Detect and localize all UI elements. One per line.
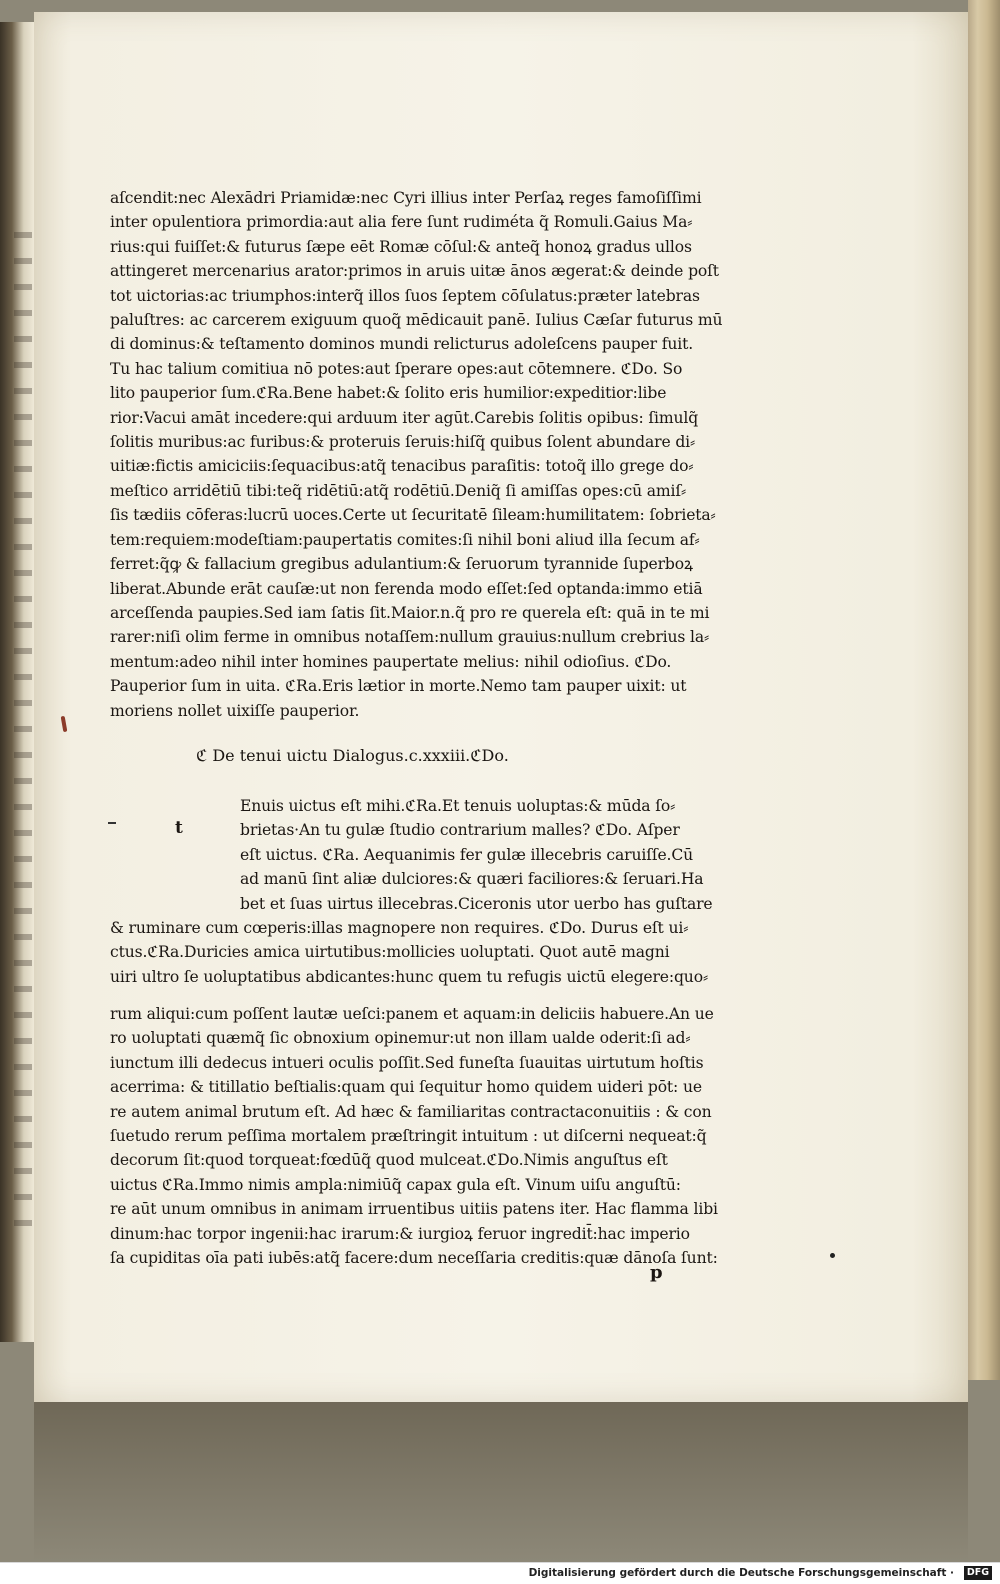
indented-text-line: bet et ſuas uirtus illecebras.Ciceronis utor uerbo has guſtare bbox=[240, 894, 713, 913]
body-text-line: aſcendit:nec Alexādri Priamidæ:nec Cyri illius inter Perſaꝝ reges famoſiſſimi bbox=[110, 189, 702, 207]
page-bottom-shadow bbox=[34, 1402, 968, 1562]
footer-bar bbox=[0, 1562, 1000, 1584]
body-text-line: attingeret mercenarius arator:primos in aruis uitæ ānos ægerat:& deinde poſt bbox=[110, 262, 719, 281]
indented-text-line: Enuis uictus eſt mihi.ℭRa.Et tenuis uoluptas:& mūda ſo⸗ bbox=[240, 797, 676, 815]
signature-mark: p bbox=[650, 1262, 663, 1283]
body-text-line: Tu hac talium comitiua nō potes:aut ſperare opes:aut cōtemnere. ℭDo. So bbox=[110, 359, 683, 378]
body-text-line: di dominus:& teſtamento dominos mundi relicturus adoleſcens pauper fuit. bbox=[110, 335, 694, 354]
body-text-line: inter opulentiora primordia:aut alia fere ſunt rudiméta q̃ Romuli.Gaius Ma⸗ bbox=[110, 213, 693, 232]
body-text-line: tem:requiem:modeſtiam:paupertatis comites:ſi nihil boni aliud illa ſecum af⸗ bbox=[110, 530, 700, 549]
indented-text-line: brietas·An tu gulæ ſtudio contrarium malles? ℭDo. Aſper bbox=[240, 821, 680, 840]
body-text-line: decorum ſit:quod torqueat:fœdūq̃ quod mulceat.ℭDo.Nimis anguſtus eſt bbox=[110, 1151, 668, 1170]
page-stack-edge bbox=[968, 0, 1000, 1380]
indented-text-line: ad manū ſint aliæ dulciores:& quæri faciliores:& ſeruari.Ha bbox=[240, 870, 704, 889]
initial-guide-letter: t bbox=[175, 818, 183, 838]
ink-dot bbox=[830, 1253, 835, 1258]
indented-text-line: eſt uictus. ℭRa. Aequanimis fer gulæ illecebris caruiſſe.Cū bbox=[240, 845, 694, 864]
body-text-line: moriens nollet uixiſſe pauperior. bbox=[110, 701, 360, 720]
previous-page-edge bbox=[0, 22, 36, 1342]
dfg-logo: DFG bbox=[964, 1566, 992, 1580]
text-block-top bbox=[110, 186, 730, 723]
body-text-line: rius:qui fuiſſet:& futurus ſæpe eēt Romæ cōſul:& anteq̃ honoꝝ gradus ullos bbox=[110, 237, 692, 256]
body-text-line: ferret:q̃ꝙ & fallacium gregibus adulantium:& ſeruorum tyrannide ſuperboꝝ bbox=[110, 555, 693, 574]
margin-dash bbox=[108, 822, 116, 824]
body-text-line: uictus ℭRa.Immo nimis ampla:nimiūq̃ capax gula eſt. Vinum uiſu anguſtū: bbox=[110, 1175, 681, 1194]
body-text-line: ro uoluptati quæmq̃ ſic obnoxium opinemur:ut non illam ualde oderit:ſi ad⸗ bbox=[110, 1029, 691, 1048]
footer-credit: Digitalisierung gefördert durch die Deutsche Forschungsgemeinschaft · bbox=[528, 1567, 954, 1579]
body-text-line: liberat.Abunde erāt cauſæ:ut non ferenda modo eſſet:ſed optanda:immo etiā bbox=[110, 579, 703, 598]
body-text-line: ſuetudo rerum peſſima mortalem præſtringit intuitum : ut diſcerni nequeat:q̃ bbox=[110, 1127, 707, 1146]
body-text-line: rum aliqui:cum poſſent lautæ ueſci:panem et aquam:in deliciis habuere.An ue bbox=[110, 1005, 714, 1023]
body-text-line: acerrima: & titillatio beſtialis:quam qui ſequitur homo quidem uideri pōt: ue bbox=[110, 1078, 702, 1097]
chapter-heading: ℭ De tenui uictu Dialogus.c.xxxiii.ℭDo. bbox=[196, 746, 509, 765]
body-text-line: uiri ultro ſe uoluptatibus abdicantes:hunc quem tu refugis uictū elegere:quo⸗ bbox=[110, 967, 708, 986]
body-text-line: ctus.ℭRa.Duricies amica uirtutibus:mollicies uoluptati. Quot autē magni bbox=[110, 943, 670, 962]
body-text-line: tot uictorias:ac triumphos:interq̃ illos ſuos ſeptem cōſulatus:præter latebras bbox=[110, 286, 700, 305]
body-text-line: iunctum illi dedecus intueri oculis poſſit.Sed funeſta ſuauitas uirtutum hoſtis bbox=[110, 1053, 704, 1072]
body-text-line: mentum:adeo nihil inter homines paupertate melius: nihil odioſius. ℭDo. bbox=[110, 652, 672, 671]
body-text-line: re aūt unum omnibus in animam irruentibus uitiis patens iter. Hac flamma libi bbox=[110, 1200, 718, 1219]
body-text-line: ſis tædiis cōferas:lucrū uoces.Certe ut ſecuritatē ſileam:humilitatem: ſobrieta⸗ bbox=[110, 506, 716, 525]
previous-page-text-ghost bbox=[14, 232, 32, 1232]
body-text-line: rior:Vacui amāt incedere:qui arduum iter agūt.Carebis ſolitis opibus: ſimulq̃ bbox=[110, 408, 699, 427]
text-block-bottom bbox=[110, 1002, 730, 1270]
text-block-middle bbox=[110, 916, 730, 989]
body-text-line: Pauperior ſum in uita. ℭRa.Eris lætior in morte.Nemo tam pauper uixit: ut bbox=[110, 677, 687, 696]
body-text-line: ſolitis muribus:ac furibus:& proteruis ſeruis:hiſq̃ quibus ſolent abundare di⸗ bbox=[110, 433, 696, 452]
body-text-line: & ruminare cum cœperis:illas magnopere non requires. ℭDo. Durus eſt ui⸗ bbox=[110, 919, 689, 937]
body-text-line: ſa cupiditas oīa pati iubēs:atq̃ facere:dum neceſſaria creditis:quæ dānoſa ſunt: bbox=[110, 1249, 718, 1268]
body-text-line: lito pauperior ſum.ℭRa.Bene habet:& ſolito eris humilior:expeditior:libe bbox=[110, 384, 667, 403]
text-block-indented bbox=[240, 794, 732, 916]
body-text-line: arceſſenda paupies.Sed iam ſatis ſit.Maior.n.q̃ pro re querela eſt: quā in te mi bbox=[110, 603, 710, 622]
body-text-line: dinum:hac torpor ingenii:hac irarum:& iurgioꝝ feruor ingredit̄:hac imperio bbox=[110, 1224, 690, 1243]
body-text-line: rarer:niſi olim ferme in omnibus notaſſem:nullum grauius:nullum crebrius la⸗ bbox=[110, 628, 710, 647]
body-text-line: uitiæ:fictis amiciciis:ſequacibus:atq̃ tenacibus paraſitis: totoq̃ illo grege do⸗ bbox=[110, 457, 694, 476]
body-text-line: meſtico arridētiū tibi:teq̃ ridētiū:atq̃ rodētiū.Deniq̃ ſi amiſſas opes:cū amiſ⸗ bbox=[110, 481, 687, 500]
body-text-line: re autem animal brutum eſt. Ad hæc & familiaritas contractaconuitiis : & con bbox=[110, 1102, 712, 1121]
body-text-line: paluſtres: ac carcerem exiguum quoq̃ mēdicauit panē. Iulius Cæſar futurus mū bbox=[110, 311, 723, 330]
